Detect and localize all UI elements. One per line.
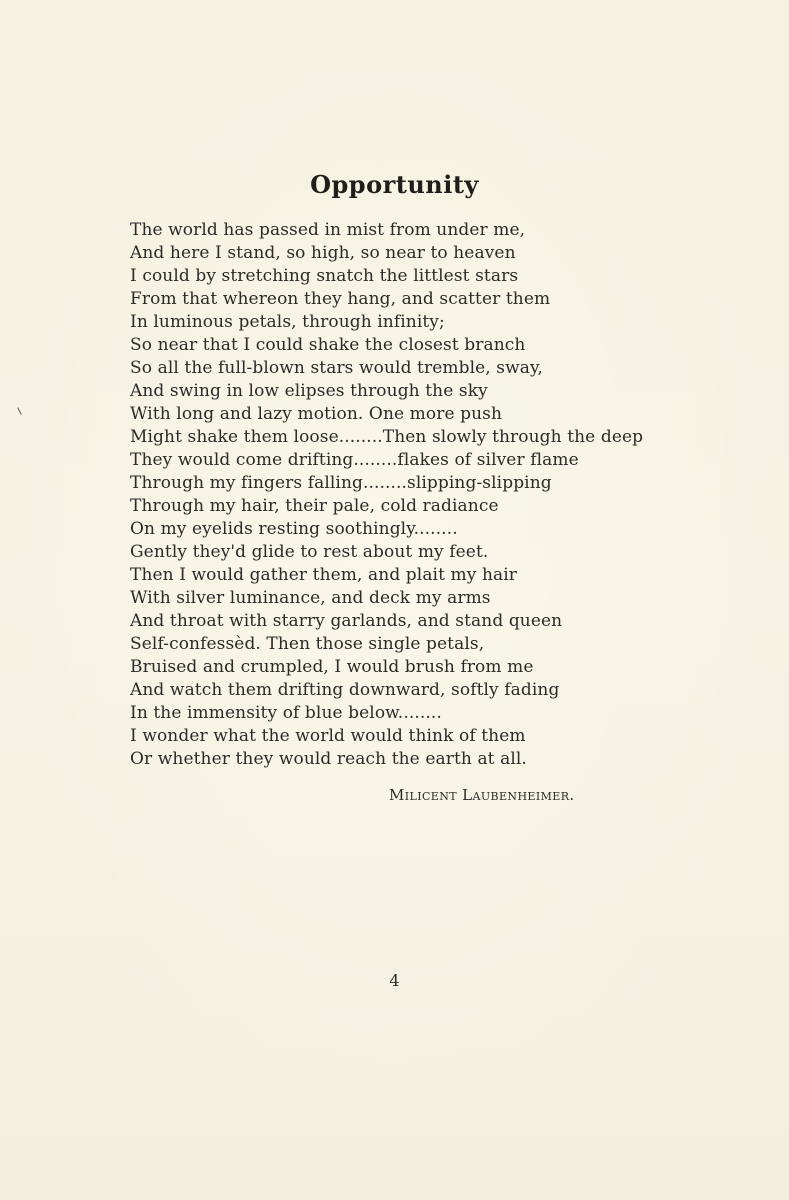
poem-line: Through my hair, their pale, cold radiance — [130, 496, 499, 516]
poem-line: I wonder what the world would think of them — [130, 726, 526, 746]
poem-line: Then I would gather them, and plait my hair — [130, 565, 518, 585]
poem-body — [130, 219, 690, 771]
poem-line: And swing in low elipses through the sky — [130, 381, 488, 401]
poem-line: And throat with starry garlands, and stand queen — [130, 611, 563, 631]
poem-line: With long and lazy motion. One more push — [130, 404, 503, 424]
poem-line: Self-confessèd. Then those single petals, — [130, 634, 485, 654]
ink-speck — [17, 407, 22, 415]
poem-line: In luminous petals, through infinity; — [130, 312, 445, 332]
poem-line: And here I stand, so high, so near to heaven — [130, 243, 516, 263]
poem-line: Gently they'd glide to rest about my feet. — [130, 542, 489, 562]
poem-line: Bruised and crumpled, I would brush from me — [130, 657, 534, 677]
poem-line: In the immensity of blue below........ — [130, 703, 442, 723]
poem-line: With silver luminance, and deck my arms — [130, 588, 491, 608]
poem-line: So near that I could shake the closest branch — [130, 335, 526, 355]
poem-line: Through my fingers falling........slipping-slipping — [130, 473, 552, 493]
poem-line: They would come drifting........flakes of silver flame — [130, 450, 579, 470]
poem-line: On my eyelids resting soothingly........ — [130, 519, 458, 539]
poem-line: I could by stretching snatch the littlest stars — [130, 266, 519, 286]
author-attribution: Milicent Laubenheimer. — [389, 786, 575, 804]
poem-line: From that whereon they hang, and scatter them — [130, 289, 551, 309]
poem-title: Opportunity — [310, 170, 479, 199]
poem-line: The world has passed in mist from under me, — [130, 220, 526, 240]
page-number: 4 — [389, 971, 400, 990]
poem-line: So all the full-blown stars would tremble, sway, — [130, 358, 543, 378]
poem-line: Might shake them loose........Then slowly through the deep — [130, 427, 644, 447]
poem-line: Or whether they would reach the earth at all. — [130, 749, 527, 769]
poem-line: And watch them drifting downward, softly fading — [130, 680, 560, 700]
